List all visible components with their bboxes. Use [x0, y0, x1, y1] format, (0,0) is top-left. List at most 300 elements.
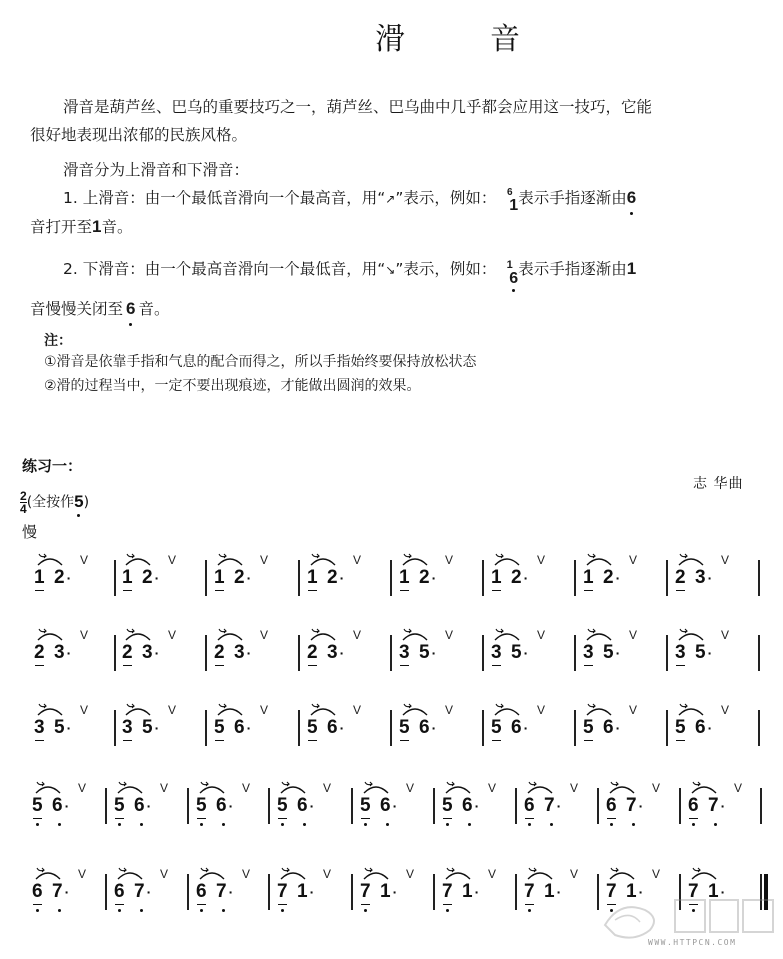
bar-line: [105, 874, 107, 910]
note-second-pitch: 5: [142, 717, 153, 738]
downward-example-grace: 1: [506, 259, 513, 271]
key-note: 5: [74, 491, 84, 511]
note-second-pitch: 3: [234, 642, 245, 663]
slur-glide-icon: [607, 780, 637, 794]
low-octave-dot: [386, 823, 389, 826]
note-first-pitch: 5: [214, 717, 225, 738]
augmentation-dot: ·: [66, 720, 72, 736]
bar-line: [574, 560, 576, 596]
slur-glide-icon: [308, 702, 338, 716]
bar-line: [574, 710, 576, 746]
low-octave-dot: [303, 823, 306, 826]
note-second-pitch: 7: [216, 881, 227, 902]
bar-line: [390, 560, 392, 596]
breath-mark: V: [78, 867, 87, 881]
note-second: [544, 882, 561, 902]
low-octave-dot: [281, 909, 284, 912]
augmentation-dot: ·: [720, 884, 726, 900]
downward-example-main: 6: [509, 270, 519, 287]
bar-line: [574, 635, 576, 671]
measure: [358, 860, 438, 920]
bar-line: [666, 710, 668, 746]
breath-mark: V: [242, 781, 251, 795]
bar-line: [390, 710, 392, 746]
note-first-pitch: 3: [491, 642, 502, 663]
note-second: [511, 718, 528, 738]
slur-glide-icon: [123, 702, 153, 716]
note-first: [214, 568, 225, 588]
note-second: [603, 643, 620, 663]
slur-glide-icon: [400, 552, 430, 566]
note-second-pitch: 5: [511, 642, 522, 663]
note-second: [54, 718, 71, 738]
breath-mark: V: [721, 553, 730, 567]
note-second-pitch: 6: [380, 795, 391, 816]
slur-glide-icon: [197, 780, 227, 794]
augmentation-dot: ·: [474, 884, 480, 900]
breath-mark: V: [406, 781, 415, 795]
score-row: [0, 696, 783, 756]
breath-mark: V: [353, 628, 362, 642]
low-octave-dot: [118, 909, 121, 912]
slur-glide-icon: [308, 627, 338, 641]
note-second-pitch: 2: [54, 567, 65, 588]
low-octave-dot: [140, 823, 143, 826]
note-first-pitch: 1: [583, 567, 594, 588]
slur-glide-icon: [215, 552, 245, 566]
downward-line2-suffix: 音。: [138, 300, 170, 318]
slur-glide-icon: [525, 780, 555, 794]
eighth-underline: [35, 665, 44, 667]
note-second-pitch: 5: [603, 642, 614, 663]
measure: [522, 860, 602, 920]
note-second-pitch: 3: [54, 642, 65, 663]
slur-glide-icon: [33, 866, 63, 880]
breath-mark: V: [160, 867, 169, 881]
note-first: [675, 643, 686, 663]
downward-suffix: 表示手指逐渐由: [518, 260, 627, 278]
measure: [120, 546, 200, 606]
low-octave-dot: [222, 909, 225, 912]
note-second-pitch: 2: [327, 567, 338, 588]
breath-mark: V: [323, 867, 332, 881]
note-first: [34, 643, 45, 663]
bar-line: [482, 710, 484, 746]
note-second-pitch: 1: [380, 881, 391, 902]
slur-glide-icon: [361, 866, 391, 880]
bar-line: [597, 788, 599, 824]
note-first: [114, 882, 125, 902]
augmentation-dot: ·: [392, 798, 398, 814]
note-second: [234, 568, 251, 588]
note-first-pitch: 6: [196, 881, 207, 902]
note-second-pitch: 7: [134, 881, 145, 902]
note-second-pitch: 3: [327, 642, 338, 663]
note-first: [583, 718, 594, 738]
note-second: [708, 796, 725, 816]
note-second-pitch: 6: [216, 795, 227, 816]
note-item-2: ②滑的过程当中，一定不要出现痕迹，才能做出圆润的效果。: [44, 378, 421, 394]
note-second-pitch: 6: [419, 717, 430, 738]
score-row: [0, 546, 783, 606]
note-first: [34, 568, 45, 588]
note-first-pitch: 7: [606, 881, 617, 902]
note-second: [216, 882, 233, 902]
slur-glide-icon: [400, 627, 430, 641]
note-first-pitch: 1: [214, 567, 225, 588]
low-octave-dot: [200, 909, 203, 912]
note-first: [399, 718, 410, 738]
note-first: [196, 796, 207, 816]
eighth-underline: [35, 590, 44, 592]
upward-example-main: 1: [509, 197, 519, 214]
bar-line: [390, 635, 392, 671]
breath-mark: V: [570, 867, 579, 881]
note-first-pitch: 3: [583, 642, 594, 663]
eighth-underline: [278, 818, 287, 820]
slur-glide-icon: [278, 866, 308, 880]
bar-line: [666, 635, 668, 671]
note-first-pitch: 5: [277, 795, 288, 816]
note-second: [511, 643, 528, 663]
augmentation-dot: ·: [707, 645, 713, 661]
note-second-pitch: 6: [695, 717, 706, 738]
note-first-pitch: 1: [307, 567, 318, 588]
eighth-underline: [676, 590, 685, 592]
measure: [397, 546, 477, 606]
upward-symbol-icon: ↗: [385, 192, 396, 206]
bar-line: [515, 874, 517, 910]
upward-glide-line-2: [30, 215, 133, 239]
bar-line: [187, 874, 189, 910]
note-second-pitch: 6: [52, 795, 63, 816]
note-second-pitch: 6: [134, 795, 145, 816]
downward-prefix: 2. 下滑音：由一个最高音滑向一个最低音，用“: [63, 260, 386, 278]
low-octave-dot: [58, 909, 61, 912]
eighth-underline: [492, 665, 501, 667]
note-first: [399, 568, 410, 588]
slur-glide-icon: [492, 627, 522, 641]
bar-line: [758, 635, 760, 671]
low-octave-dot: [222, 823, 225, 826]
slur-glide-icon: [584, 627, 614, 641]
breath-mark: V: [353, 703, 362, 717]
note-first-pitch: 5: [442, 795, 453, 816]
note-second-pitch: 7: [626, 795, 637, 816]
low-octave-dot: [446, 823, 449, 826]
slur-glide-icon: [443, 780, 473, 794]
note-second: [603, 568, 620, 588]
time-sig-top: 2: [20, 489, 27, 503]
breath-mark: V: [537, 703, 546, 717]
key-prefix: (全按作: [26, 494, 75, 511]
eighth-underline: [443, 818, 452, 820]
note-second: [134, 796, 151, 816]
note-second: [327, 568, 344, 588]
note-second: [544, 796, 561, 816]
note-second-pitch: 3: [142, 642, 153, 663]
measure: [120, 696, 200, 756]
eighth-underline: [525, 818, 534, 820]
slur-glide-icon: [443, 866, 473, 880]
measure: [358, 774, 438, 834]
eighth-underline: [584, 590, 593, 592]
eighth-underline: [400, 740, 409, 742]
note-second: [234, 718, 251, 738]
note-first-pitch: 7: [688, 881, 699, 902]
note-second-pitch: 2: [142, 567, 153, 588]
note-second-pitch: 6: [297, 795, 308, 816]
bar-line: [114, 560, 116, 596]
augmentation-dot: ·: [431, 645, 437, 661]
note-second-pitch: 5: [695, 642, 706, 663]
note-first: [688, 796, 699, 816]
note-first: [32, 796, 43, 816]
note-first-pitch: 3: [34, 717, 45, 738]
note-second: [462, 796, 479, 816]
augmentation-dot: ·: [707, 720, 713, 736]
note-first: [122, 718, 133, 738]
augmentation-dot: ·: [246, 720, 252, 736]
note-first: [583, 568, 594, 588]
note-second: [626, 796, 643, 816]
breath-mark: V: [260, 703, 269, 717]
slur-glide-icon: [123, 552, 153, 566]
note-second-pitch: 1: [462, 881, 473, 902]
augmentation-dot: ·: [66, 645, 72, 661]
slur-glide-icon: [492, 552, 522, 566]
upward-line2-prefix: 音打开至: [30, 218, 93, 236]
bar-line: [187, 788, 189, 824]
measure: [604, 774, 684, 834]
note-first: [606, 796, 617, 816]
bar-line: [482, 560, 484, 596]
eighth-underline: [607, 818, 616, 820]
augmentation-dot: ·: [474, 798, 480, 814]
breath-mark: V: [445, 628, 454, 642]
note-second-pitch: 2: [234, 567, 245, 588]
note-first-pitch: 2: [122, 642, 133, 663]
eighth-underline: [215, 740, 224, 742]
page-title: [0, 14, 783, 57]
bar-line: [298, 635, 300, 671]
note-second-pitch: 7: [708, 795, 719, 816]
slur-glide-icon: [115, 780, 145, 794]
slur-glide-icon: [308, 552, 338, 566]
low-octave-dot: [36, 909, 39, 912]
slur-glide-icon: [215, 627, 245, 641]
note-first-pitch: 5: [360, 795, 371, 816]
breath-mark: V: [488, 781, 497, 795]
slur-glide-icon: [361, 780, 391, 794]
note-second: [695, 643, 712, 663]
eighth-underline: [492, 590, 501, 592]
note-first: [583, 643, 594, 663]
upward-to-note: 1: [92, 217, 102, 236]
eighth-underline: [584, 665, 593, 667]
measure: [581, 696, 661, 756]
measure: [120, 621, 200, 681]
note-first: [32, 882, 43, 902]
upward-line2-suffix: 音。: [101, 218, 133, 236]
note-first: [675, 718, 686, 738]
augmentation-dot: ·: [154, 720, 160, 736]
bar-line: [268, 788, 270, 824]
slur-glide-icon: [584, 552, 614, 566]
breath-mark: V: [445, 553, 454, 567]
measure: [581, 546, 661, 606]
bar-line: [433, 788, 435, 824]
eighth-underline: [33, 818, 42, 820]
note-second: [54, 643, 71, 663]
augmentation-dot: ·: [64, 884, 70, 900]
note-second: [419, 718, 436, 738]
low-octave-dot: [364, 909, 367, 912]
eighth-underline: [525, 904, 534, 906]
augmentation-dot: ·: [431, 570, 437, 586]
key-signature: [20, 490, 89, 515]
note-first: [491, 718, 502, 738]
bar-line: [268, 874, 270, 910]
note-first-pitch: 6: [32, 881, 43, 902]
breath-mark: V: [652, 781, 661, 795]
note-first: [307, 568, 318, 588]
bar-line: [114, 710, 116, 746]
note-first-pitch: 7: [524, 881, 535, 902]
score-row: [0, 621, 783, 681]
augmentation-dot: ·: [615, 645, 621, 661]
note-first: [122, 568, 133, 588]
composer: 志 华曲: [693, 476, 744, 492]
slur-glide-icon: [676, 702, 706, 716]
note-second: [52, 882, 69, 902]
breath-mark: V: [445, 703, 454, 717]
low-octave-dot: [528, 909, 531, 912]
eighth-underline: [443, 904, 452, 906]
note-first: [214, 643, 225, 663]
upward-suffix: 表示手指逐渐由: [518, 189, 627, 207]
downward-symbol-icon: ↘: [385, 263, 396, 277]
note-first: [442, 882, 453, 902]
note-second: [419, 568, 436, 588]
low-octave-dot: [610, 823, 613, 826]
measure: [112, 860, 192, 920]
breath-mark: V: [537, 553, 546, 567]
note-first-pitch: 7: [360, 881, 371, 902]
note-second: [297, 882, 314, 902]
note-second: [462, 882, 479, 902]
augmentation-dot: ·: [523, 570, 529, 586]
bar-line: [666, 560, 668, 596]
measure: [522, 774, 602, 834]
bar-line: [298, 710, 300, 746]
slur-glide-icon: [676, 627, 706, 641]
augmentation-dot: ·: [707, 570, 713, 586]
augmentation-dot: ·: [523, 645, 529, 661]
measure: [212, 621, 292, 681]
note-second-pitch: 6: [603, 717, 614, 738]
eighth-underline: [278, 904, 287, 906]
note-first-pitch: 6: [606, 795, 617, 816]
eighth-underline: [584, 740, 593, 742]
augmentation-dot: ·: [431, 720, 437, 736]
upward-glide-line-1: [63, 185, 636, 212]
note-first-pitch: 1: [122, 567, 133, 588]
augmentation-dot: ·: [615, 720, 621, 736]
breath-mark: V: [734, 781, 743, 795]
measure: [305, 621, 385, 681]
note-first-pitch: 6: [524, 795, 535, 816]
low-octave-dot: [140, 909, 143, 912]
bar-line: [758, 560, 760, 596]
bar-line: [298, 560, 300, 596]
note-second: [603, 718, 620, 738]
breath-mark: V: [80, 703, 89, 717]
note-second: [327, 718, 344, 738]
downward-from-note: 1: [626, 259, 637, 278]
slur-glide-icon: [676, 552, 706, 566]
augmentation-dot: ·: [66, 570, 72, 586]
slur-glide-icon: [35, 702, 65, 716]
measure: [30, 774, 110, 834]
slur-glide-icon: [35, 552, 65, 566]
breath-mark: V: [168, 553, 177, 567]
note-first: [442, 796, 453, 816]
note-second-pitch: 2: [603, 567, 614, 588]
augmentation-dot: ·: [339, 570, 345, 586]
breath-mark: V: [570, 781, 579, 795]
note-second-pitch: 5: [54, 717, 65, 738]
note-first: [307, 643, 318, 663]
eighth-underline: [492, 740, 501, 742]
note-first: [360, 796, 371, 816]
note-first-pitch: 3: [399, 642, 410, 663]
augmentation-dot: ·: [720, 798, 726, 814]
note-first: [491, 568, 502, 588]
measure: [305, 546, 385, 606]
breath-mark: V: [353, 553, 362, 567]
upward-example: [501, 187, 518, 214]
note-first-pitch: 6: [688, 795, 699, 816]
breath-mark: V: [721, 703, 730, 717]
bar-line: [758, 710, 760, 746]
note-first-pitch: 1: [491, 567, 502, 588]
note-first-pitch: 5: [675, 717, 686, 738]
measure: [32, 696, 112, 756]
note-second: [134, 882, 151, 902]
low-octave-dot: [200, 823, 203, 826]
slur-glide-icon: [689, 866, 719, 880]
breath-mark: V: [488, 867, 497, 881]
types-heading: 滑音分为上滑音和下滑音：: [63, 161, 250, 179]
bar-line: [760, 788, 762, 824]
bar-line: [433, 874, 435, 910]
time-sig-bottom: 4: [20, 502, 27, 516]
low-octave-dot: [468, 823, 471, 826]
note-second-pitch: 1: [708, 881, 719, 902]
breath-mark: V: [629, 553, 638, 567]
low-octave-dot: [58, 823, 61, 826]
note-item-1: ①滑音是依靠手指和气息的配合而得之，所以手指始终要保持放松状态: [44, 354, 477, 370]
augmentation-dot: ·: [615, 570, 621, 586]
augmentation-dot: ·: [523, 720, 529, 736]
note-second: [511, 568, 528, 588]
eighth-underline: [123, 590, 132, 592]
eighth-underline: [689, 818, 698, 820]
note-first-pitch: 5: [32, 795, 43, 816]
low-octave-dot: [36, 823, 39, 826]
note-first: [122, 643, 133, 663]
